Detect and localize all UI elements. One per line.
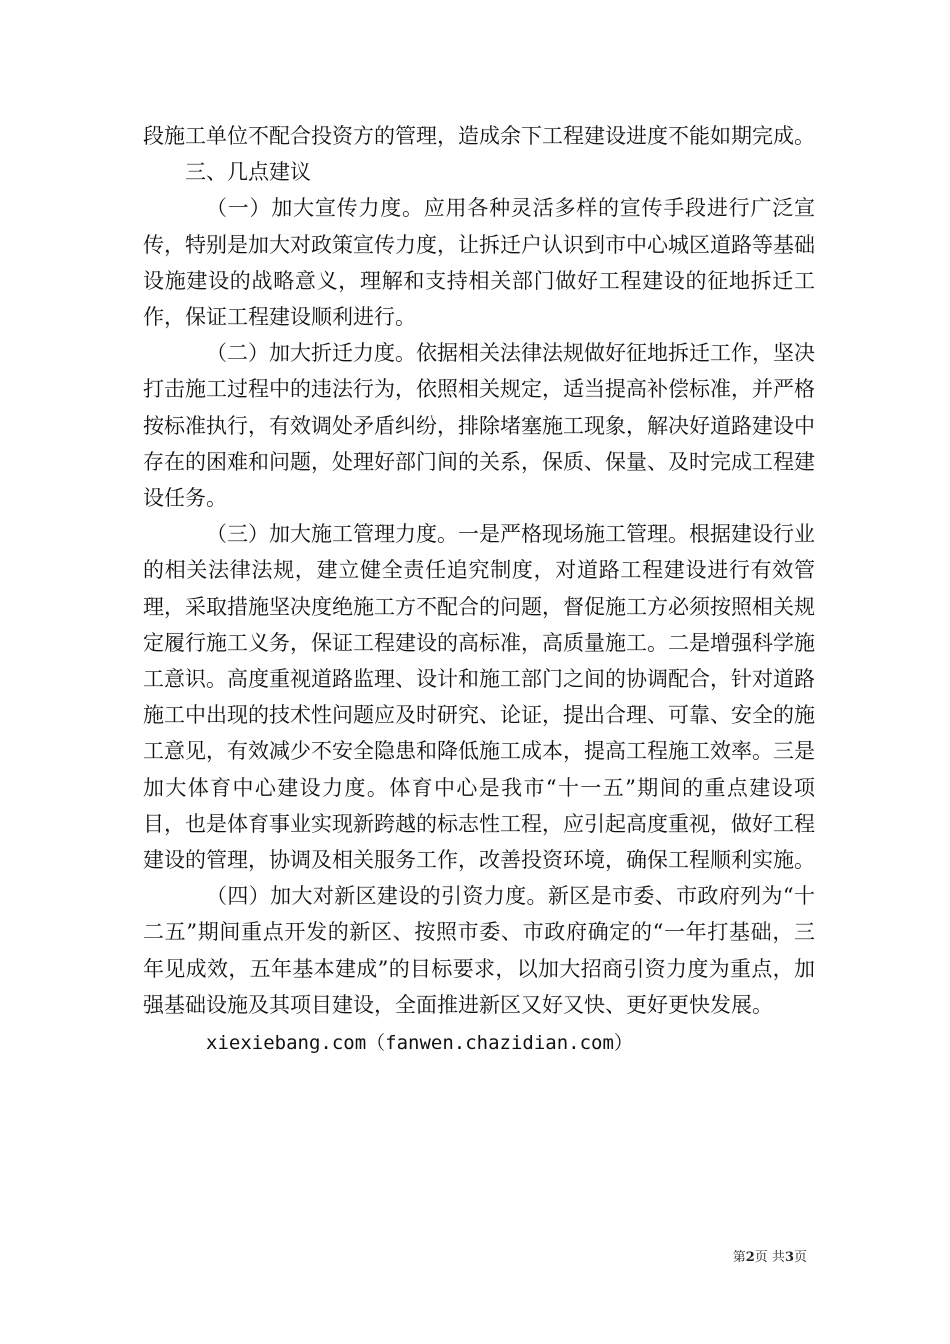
- page-number-footer: [733, 1246, 807, 1265]
- paragraph-suggestion-1: （一）加大宣传力度。应用各种灵活多样的宣传手段进行广泛宣传，特别是加大对政策宣传力度，让拆迁户认识到市中心城区道路等基础设施建设的战略意义，理解和支持相关部门做好工程建设的征地拆迁工作，保证工程建设顺利进行。: [143, 196, 815, 330]
- paragraph-suggestion-2: （二）加大折迁力度。依据相关法律法规做好征地拆迁工作，坚决打击施工过程中的违法行为，依照相关规定，适当提高补偿标准，并严格按标准执行，有效调处矛盾纠纷，排除堵塞施工现象，解决好道路建设中存在的困难和问题，处理好部门间的关系，保质、保量、及时完成工程建设任务。: [143, 341, 815, 511]
- footer-prefix: 第: [732, 1250, 746, 1265]
- source-line: xiexiebang.com（fanwen.chazidian.com）: [206, 1032, 633, 1055]
- footer-middle: 页 共: [754, 1250, 785, 1265]
- footer-suffix: 页: [793, 1250, 807, 1265]
- section-heading: 三、几点建议: [185, 160, 311, 185]
- document-body: [143, 118, 815, 1061]
- footer-total-pages: 3: [784, 1250, 794, 1265]
- footer-current-page: 2: [745, 1250, 755, 1265]
- paragraph-continuation: 段施工单位不配合投资方的管理，造成余下工程建设进度不能如期完成。: [143, 124, 815, 148]
- paragraph-suggestion-3: （三）加大施工管理力度。一是严格现场施工管理。根据建设行业的相关法律法规，建立健全责任追究制度，对道路工程建设进行有效管理，采取措施坚决度绝施工方不配合的问题，督促施工方必须按照相关规定履行施工义务，保证工程建设的高标准，高质量施工。二是增强科学施工意识。高度重视道路监理、设计和施工部门之间的协调配合，针对道路施工中出现的技术性问题应及时研究、论证，提出合理、可靠、安全的施工意见，有效减少不安全隐患和降低施工成本，提高工程施工效率。三是加大体育中心建设力度。体育中心是我市“十一五”期间的重点建设项目，也是体育事业实现新跨越的标志性工程，应引起高度重视，做好工程建设的管理，协调及相关服务工作，改善投资环境，确保工程顺利实施。: [143, 522, 815, 873]
- paragraph-suggestion-4: （四）加大对新区建设的引资力度。新区是市委、市政府列为“十二五”期间重点开发的新区、按照市委、市政府确定的“一年打基础，三年见成效，五年基本建成”的目标要求，以加大招商引资力度为重点，加强基础设施及其项目建设，全面推进新区又好又快、更好更快发展。: [143, 884, 815, 1017]
